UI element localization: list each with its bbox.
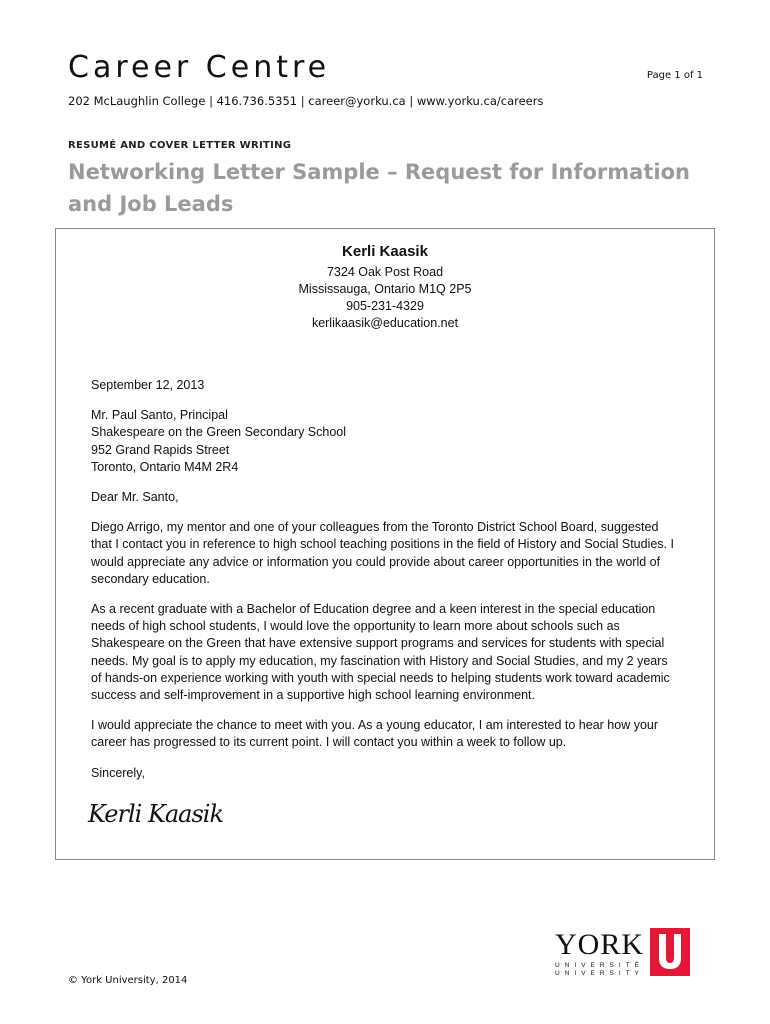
letter-date: September 12, 2013 <box>91 378 205 392</box>
section-label: RESUMÉ AND COVER LETTER WRITING <box>68 140 292 151</box>
recipient-city: Toronto, Ontario M4M 2R4 <box>91 459 239 474</box>
recipient-name: Mr. Paul Santo, Principal <box>91 408 228 423</box>
letter-body <box>91 377 681 795</box>
contact-info: 202 McLaughlin College | 416.736.5351 | career@yorku.ca | www.yorku.ca/careers <box>68 94 544 108</box>
sender-phone: 905-231-4329 <box>346 299 424 313</box>
logo-u-mark-icon <box>650 928 690 976</box>
recipient-block <box>91 407 681 476</box>
copyright: © York University, 2014 <box>68 975 188 986</box>
logo-wordmark: YORK <box>555 928 645 961</box>
page-title: Career Centre <box>68 50 331 85</box>
logo-line-university: UNIVERSITY <box>555 970 645 977</box>
sender-email: kerlikaasik@education.net <box>311 316 459 330</box>
document-title: Networking Letter Sample – Request for Information and Job Leads <box>68 160 690 216</box>
salutation: Dear Mr. Santo, <box>91 490 179 505</box>
paragraph-1: Diego Arrigo, my mentor and one of your colleagues from the Toronto District School Board, suggested that I contact you in reference to high school teaching positions in the field of History and Social Studies. I would appreciate any advice or information you could provide about career opportunities in the world of secondary education. <box>91 520 674 586</box>
logo-line-universite: UNIVERSITÉ <box>555 962 645 969</box>
recipient-school: Shakespeare on the Green Secondary School <box>91 425 347 440</box>
page-indicator: Page 1 of 1 <box>646 70 703 81</box>
sender-city: Mississauga, Ontario M1Q 2P5 <box>298 282 472 296</box>
sender-name: Kerli Kaasik <box>342 243 428 260</box>
york-logo <box>555 930 695 978</box>
paragraph-3: I would appreciate the chance to meet with you. As a young educator, I am interested to hear how your career has progressed to its current point. I will contact you within a week to follow up. <box>91 718 659 750</box>
sender-block <box>55 243 715 332</box>
recipient-street: 952 Grand Rapids Street <box>91 442 230 457</box>
signature: Kerli Kaasik <box>88 800 224 828</box>
closing: Sincerely, <box>91 765 145 780</box>
sender-street: 7324 Oak Post Road <box>326 265 444 279</box>
paragraph-2: As a recent graduate with a Bachelor of Education degree and a keen interest in the special education needs of high school students, I would love the opportunity to learn more about schools such as Shakespeare on the Green that have extensive support programs and services for students with special needs. My goal is to apply my education, my fascination with History and Social Studies, and my 2 years of hands-on experience working with youth with special needs to helping students work toward academic success and self-improvement in a supportive high school learning environment. <box>91 602 670 703</box>
